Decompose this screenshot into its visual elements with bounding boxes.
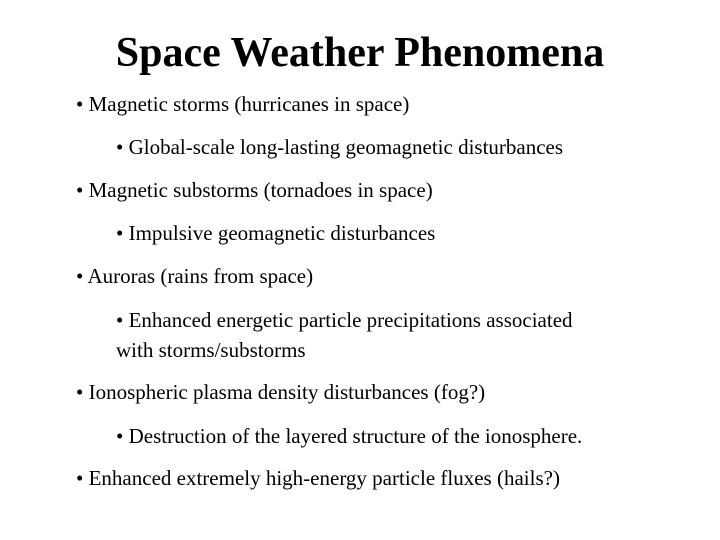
bullet-ionospheric-disturbances: • Ionospheric plasma density disturbances (fog?): [76, 380, 486, 404]
sub-bullet-ionosphere-destruction: • Destruction of the layered structure of the ionosphere.: [116, 424, 583, 448]
bullet-high-energy-fluxes: • Enhanced extremely high-energy particle fluxes (hails?): [76, 466, 560, 490]
bullet-auroras: • Auroras (rains from space): [76, 264, 314, 288]
slide-title: Space Weather Phenomena: [115, 30, 605, 76]
bullet-magnetic-storms: • Magnetic storms (hurricanes in space): [76, 92, 410, 116]
sub-bullet-particle-precipitation-cont: with storms/substorms: [116, 338, 306, 362]
bullet-magnetic-substorms: • Magnetic substorms (tornadoes in space): [76, 178, 433, 202]
sub-bullet-global-disturbances: • Global-scale long-lasting geomagnetic disturbances: [116, 135, 564, 159]
sub-bullet-particle-precipitation: • Enhanced energetic particle precipitations associated: [116, 308, 573, 332]
sub-bullet-impulsive-disturbances: • Impulsive geomagnetic disturbances: [116, 221, 436, 245]
